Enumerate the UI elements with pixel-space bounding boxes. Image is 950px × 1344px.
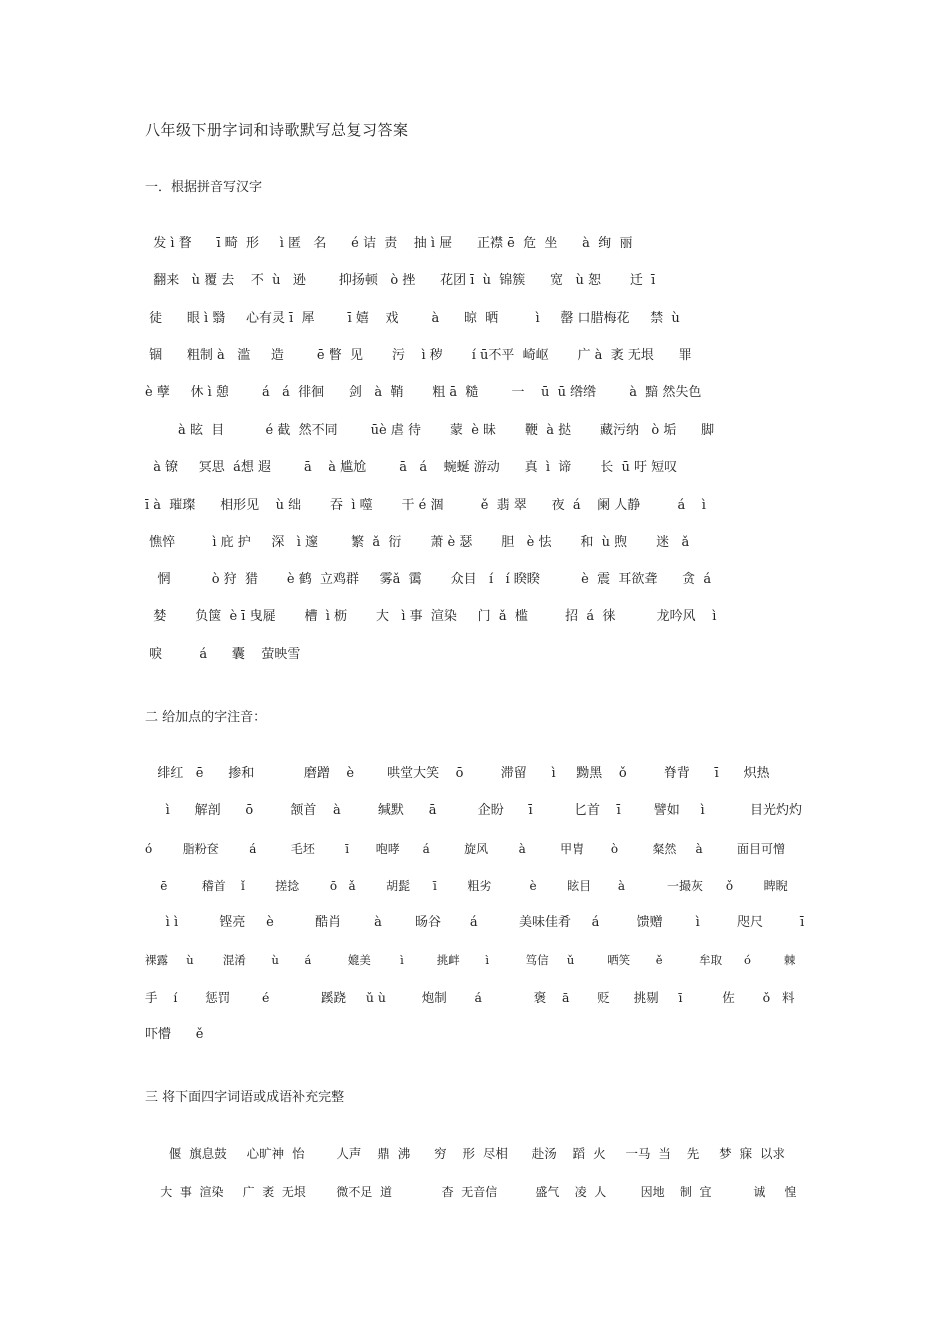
text-line: ē 稽首 ǐ 搓捻 ō ǎ 胡髭 ī 粗劣 è 眩目 à 一撮灰 ǒ 睥睨 [145,879,788,893]
text-line: à 眩 目 é 截 然不同 ūè 虐 待 蒙 è 昧 鞭 à 挞 藏污纳 ò 垢 脚 [145,423,715,438]
text-line: 发 ì 瞀 ī 畸 形 ì 匿 名 é 诘 责 抽 ì 屉 正襟 ē 危 坐 à 绚 丽 [145,236,633,251]
text-line: ì 解剖 ō 颔首 à 缄默 ā 企盼 ī 匕首 ī 譬如 ì 目光灼灼 [145,803,803,818]
text-line: 大 事 渲染 广 袤 无垠 微不足 道 杳 无音信 盛气 凌 人 因地 制 宜 诚 惶 [145,1185,797,1199]
text-line: 锢 粗制 à 滥 造 ē 瞥 见 污 ì 秽 í ū不平 崎岖 广 à 袤 无垠 罪 [145,348,692,363]
page-title: 八年级下册字词和诗歌默写总复习答案 [145,121,409,139]
text-line: ì ì 铿亮 è 酷肖 à 旸谷 á 美味佳肴 á 馈赠 ì 咫尺 ī [145,915,805,930]
text-line: 翻来 ù 覆 去 不 ù 逊 抑扬顿 ò 挫 花团 ī ù 锦簇 宽 ù 恕 迁 ī [145,273,656,288]
text-line: è 孽 休 ì 憩 á á 徘徊 剑 à 鞘 粗 ā 糙 一 ū ū 绺绺 à 黯 然失色 [145,385,702,400]
text-line: 惘 ò 狩 猎 è 鹤 立鸡群 雾ǎ 霭 众目 í í 睽睽 è 震 耳欲聋 贪 á [145,572,712,587]
text-line: 绯红 ē 掺和 磨蹭 è 哄堂大笑 ō 滞留 ì 黝黑 ǒ 脊背 ī 炽热 [145,766,770,781]
text-line: 婪 负箧 è ī 曳屣 槽 ì 枥 大 ì 事 渲染 门 ǎ 槛 招 á 徕 龙吟风 ì [145,609,717,624]
text-line: 唳 á 囊 萤映雪 [145,647,301,662]
section-heading-2: 二 给加点的字注音： [145,710,267,725]
text-line: ó 脂粉奁 á 毛坯 ī 咆哮 á 旋风 à 甲胄 ò 粲然 à 面目可憎 [145,842,785,856]
text-line: à 镣 冥思 á想 遐 ā à 尴尬 ā á 蜿蜒 游动 真 ì 谛 长 ū 吁 短叹 [145,460,678,475]
text-line: 裸露 ù 混淆 ù á 媲美 ì 挑衅 ì 笃信 ǔ 哂笑 ě 牟取 ó 棘 [145,953,796,967]
section-heading-3: 三 将下面四字词语或成语补充完整 [145,1090,345,1105]
text-line: 吓懵 ě [145,1027,204,1042]
text-line: 憔悴 ì 庇 护 深 ì 邃 繁 ǎ 衍 萧 è 瑟 胆 è 怯 和 ù 煦 迷 ǎ [145,535,690,550]
text-line: ī à 璀璨 相形见 ù 绌 吞 ì 噬 干 é 涸 ě 翡 翠 夜 á 阑 人静 á ì [145,498,706,513]
text-line: 手 í 惩罚 é 蹊跷 ǔ ù 炮制 á 褒 ā 贬 挑剔 ī 佐 ǒ 料 [145,990,795,1005]
text-line: 徒 眼 ì 翳 心有灵 ī 犀 ī 嬉 戏 à 晾 晒 ì 罄 口腊梅花 禁 ù [145,311,680,326]
text-line: 偃 旗息鼓 心旷神 怡 人声 鼎 沸 穷 形 尽相 赴汤 蹈 火 一马 当 先 梦 寐 以求 [145,1146,786,1161]
section-heading-1: 一．根据拼音写汉字 [145,180,263,195]
